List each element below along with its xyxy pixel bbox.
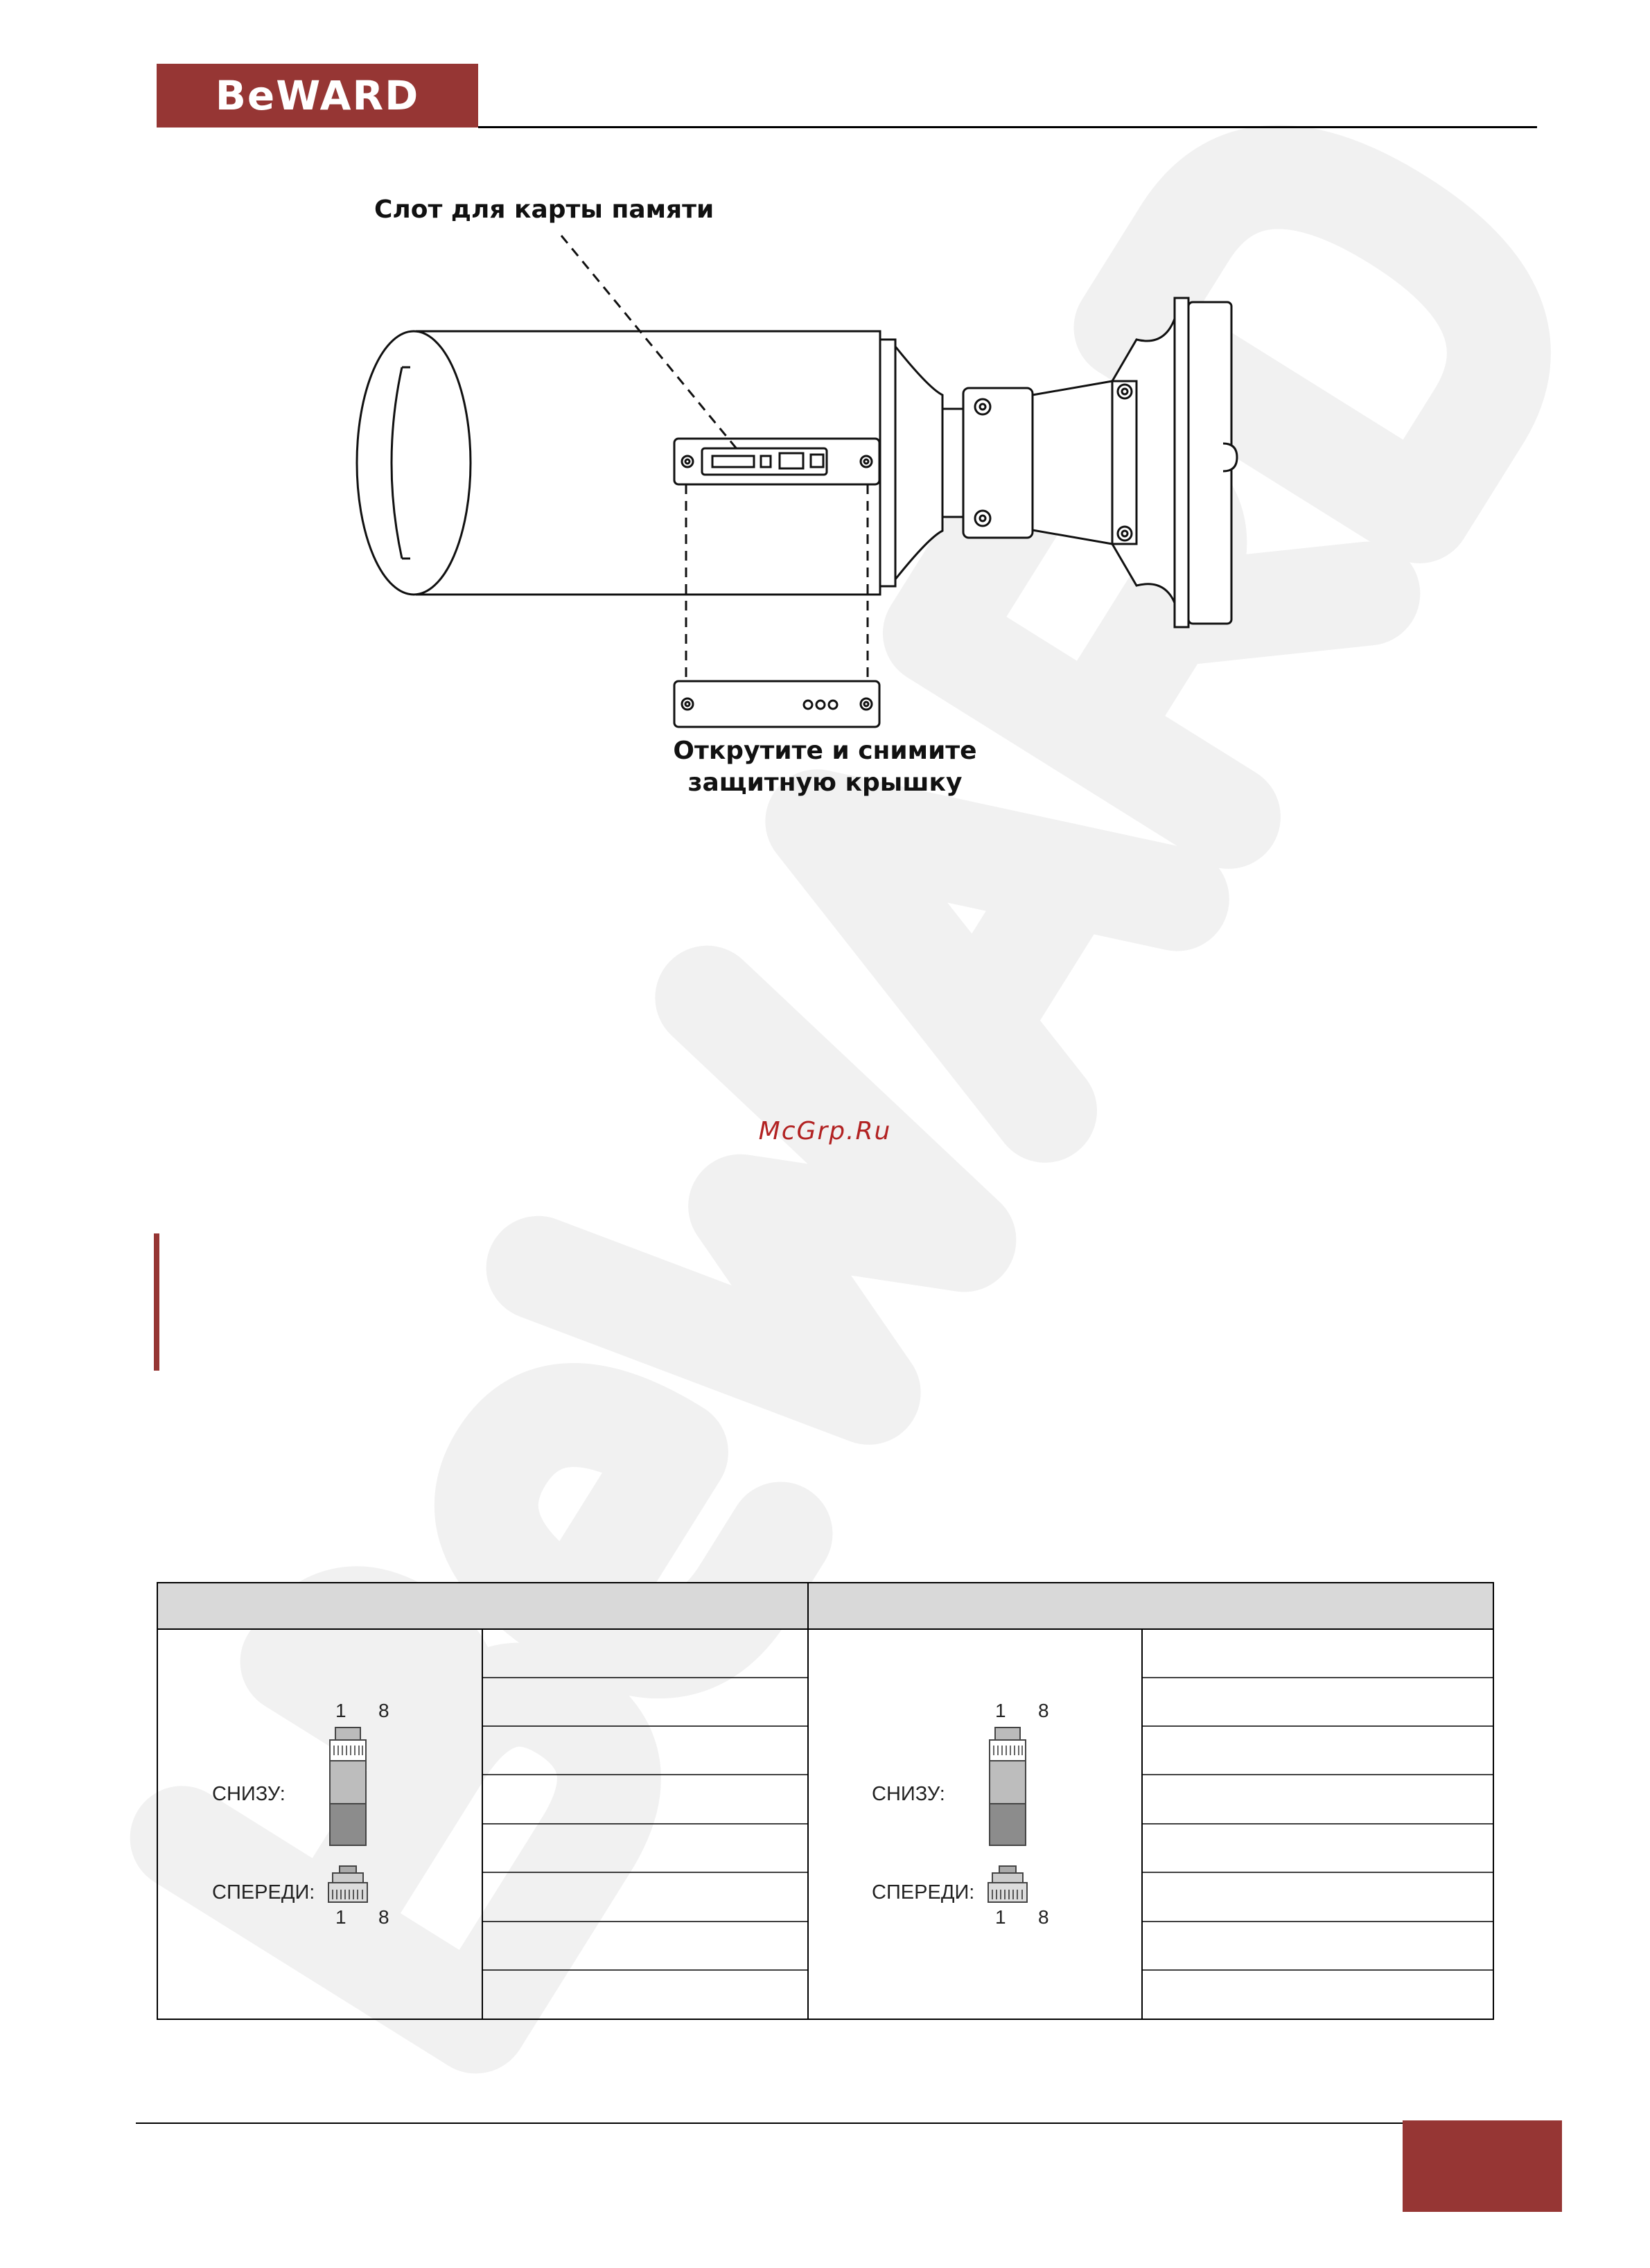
pinout-table [157,1582,1494,2020]
page-number-box [1403,2120,1562,2212]
right-bottom-label: СНИЗУ: [872,1783,945,1805]
note-accent-bar [154,1233,159,1371]
remove-cover-label-line2: защитную крышку [687,768,963,797]
slot-label: Слот для карты памяти [374,195,714,224]
left-top-pin-first: 1 [335,1700,346,1721]
right-front-label: СПЕРЕДИ: [872,1881,975,1904]
right-top-pin-first: 1 [995,1700,1006,1721]
footer-rule [136,2122,1403,2124]
right-bottom-pin-last: 8 [1038,1906,1049,1928]
left-bottom-label: СНИЗУ: [212,1783,286,1805]
left-top-pin-last: 8 [378,1700,389,1721]
brand-logo [157,64,478,128]
remove-cover-label-line1: Открутите и снимите [673,737,977,765]
header-rule [478,126,1537,128]
left-front-label: СПЕРЕДИ: [212,1881,315,1904]
left-bottom-pin-last: 8 [378,1906,389,1928]
right-bottom-pin-first: 1 [995,1906,1006,1928]
right-top-pin-last: 8 [1038,1700,1049,1721]
table-grid [157,1582,1494,2020]
rj45-right-drawing [988,1728,1027,1902]
table-header-row [157,1583,1493,1629]
rj45-left-drawing [328,1728,367,1902]
left-bottom-pin-first: 1 [335,1906,346,1928]
logo-text: BeWARD [215,72,420,119]
site-watermark: McGrp.Ru [758,1117,892,1145]
